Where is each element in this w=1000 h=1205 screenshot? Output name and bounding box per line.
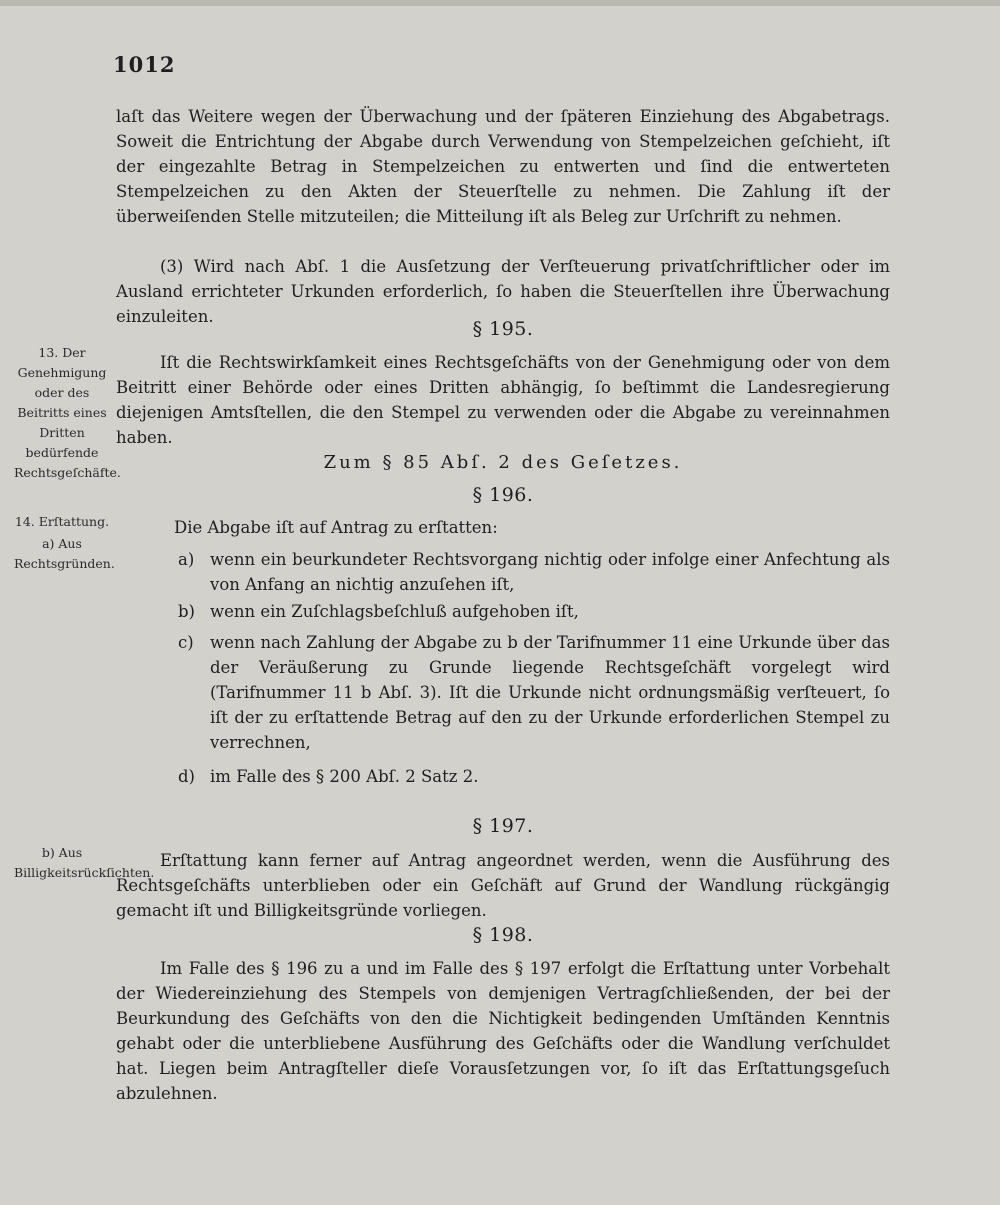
- list-item-label: a): [178, 550, 195, 569]
- page-number: 1012: [113, 52, 176, 77]
- section-195-text: Iſt die Rechtswirkſamkeit eines Rechtsgeſchäfts von der Genehmigung oder von dem Beitritt einer Behörde oder eines Dritten abhängig, ſo beſtimmt die Landesregierung diejenigen Amtsſtellen, die den Stempel zu verwenden oder die Abgabe zu vereinnahmen haben.: [116, 353, 890, 447]
- list-item-label: d): [178, 767, 195, 786]
- list-item-label: c): [178, 633, 194, 652]
- list-item-text: im Falle des § 200 Abſ. 2 Satz 2.: [210, 767, 479, 786]
- section-196-intro-text: Die Abgabe iſt auf Antrag zu erſtatten:: [174, 518, 498, 537]
- section-195-heading: § 195.: [472, 318, 534, 340]
- intro-text: laſt das Weitere wegen der Überwachung und der ſpäteren Einziehung des Abgabetrags. Soweit die Entrichtung der Abgabe durch Verwendung von Stempelzeichen geſchieht, iſt der eingezahlte Betrag in Stempelzeichen zu entwerten und ſind die entwerteten Stempelzeichen zu den Akten der Steuerſtelle zu nehmen. Die Zahlung iſt der überweiſenden Stelle mitzuteilen; die Mitteilung iſt als Beleg zur Urſchrift zu nehmen.: [116, 107, 890, 226]
- section-195: [116, 350, 890, 450]
- margin-note-14a: a) Aus Rechtsgründen.: [14, 536, 115, 571]
- list-item: [180, 764, 890, 789]
- section-197: [116, 848, 890, 923]
- list-item: [180, 630, 890, 755]
- section-196-heading: § 196.: [472, 484, 534, 506]
- section-197-heading: § 197.: [472, 815, 534, 837]
- intro-paragraph: [116, 104, 890, 229]
- list-item-label: b): [178, 602, 195, 621]
- section-196-intro: [116, 515, 890, 540]
- section-197-text: Erſtattung kann ferner auf Antrag angeordnet werden, wenn die Ausführung des Rechtsgeſchäfts unterblieben oder ein Geſchäft auf Grund der Wandlung rückgängig gemacht iſt und Billigkeitsgründe vorliegen.: [116, 851, 890, 920]
- paragraph-3-text: (3) Wird nach Abſ. 1 die Ausſetzung der Verſteuerung privatſchriftlicher oder im Ausland errichteter Urkunden erforderlich, ſo haben die Steuerſtellen ihre Überwachung einzuleiten.: [116, 257, 890, 326]
- margin-note-14: 14. Erſtattung.: [14, 514, 110, 529]
- list-item-text: wenn ein beurkundeter Rechtsvorgang nichtig oder infolge einer Anfechtung als von Anfang an nichtig anzuſehen iſt,: [210, 550, 890, 594]
- list-item-text: wenn ein Zuſchlagsbeſchluß aufgehoben iſt,: [210, 602, 579, 621]
- section-198: [116, 956, 890, 1106]
- margin-note-13: 13. Der Genehmigung oder des Beitritts eines Dritten bedürfende Rechtsgeſchäfte.: [14, 345, 121, 480]
- section-198-text: Im Falle des § 196 zu a und im Falle des § 197 erfolgt die Erſtattung unter Vorbehalt der Wiedereinziehung des Stempels von demjenigen Vertragſchließenden, der bei der Beurkundung des Geſchäfts von den die Nichtigkeit bedingenden Umſtänden Kenntnis gehabt oder die unterbliebene Ausführung des Geſchäfts oder die Wandlung verſchuldet hat. Liegen beim Antragſteller dieſe Vorausſetzungen vor, ſo iſt das Erſtattungsgeſuch abzulehnen.: [116, 959, 890, 1103]
- list-item: [180, 599, 890, 624]
- list-item-text: wenn nach Zahlung der Abgabe zu b der Tarifnummer 11 eine Urkunde über das der Veräußerung zu Grunde liegende Rechtsgeſchäft vorgelegt wird (Tarifnummer 11 b Abſ. 3). Iſt die Urkunde nicht ordnungsmäßig verſteuert, ſo iſt der zu erſtattende Betrag auf den zu der Urkunde erforderlichen Stempel zu verrechnen,: [210, 633, 890, 752]
- zum-heading: Zum § 85 Abſ. 2 des Geſetzes.: [323, 452, 683, 473]
- scan-edge: [0, 0, 1000, 6]
- list-item: [180, 547, 890, 597]
- section-198-heading: § 198.: [472, 924, 534, 946]
- margin-note-14b: b) Aus Billigkeitsrückſichten.: [14, 845, 155, 880]
